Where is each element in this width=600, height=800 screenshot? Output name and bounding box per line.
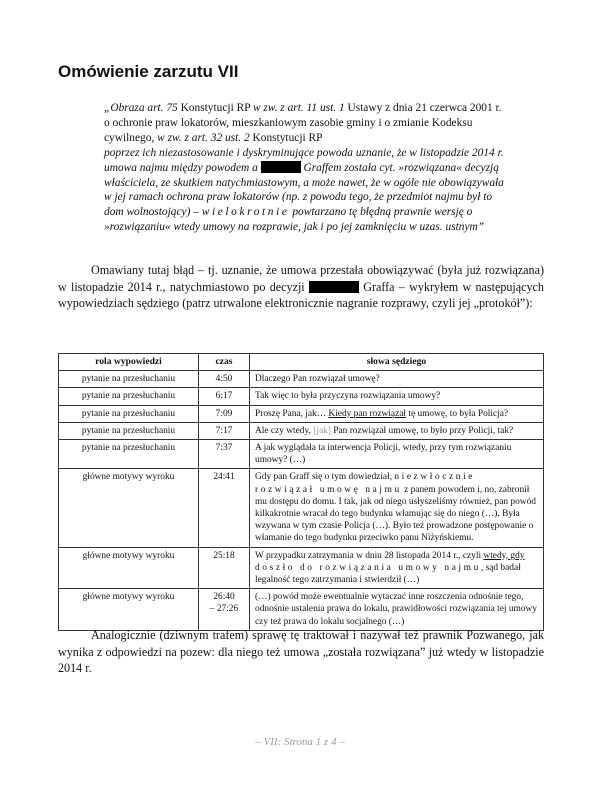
spaced-phrase: doszło do rozwiązania umowy najmu [255, 562, 481, 573]
quote-part: poprzez ich niezastosowanie i dyskryminujące powoda uznanie, że w listopadzie 2014 r. umowa najmu między powodem a [104, 146, 504, 174]
table-row [59, 388, 544, 405]
cell-text: (…) powód może ewentualnie wytaczać inne roszczenia odnośnie tego, odnośnie ustalenia prawa do lokalu, prawidłowości rozwiązania tej umowy czy też prawa do lokalu socjalnego (…) [250, 589, 544, 631]
cell-text-part: Ale czy wtedy, [255, 425, 314, 436]
cell-time: 7:37 [199, 440, 250, 469]
cell-text: A jak wyglądała ta interwencja Policji, wtedy, przy tym rozwiązaniu umowy? (…) [250, 440, 544, 469]
quote-part: w zw. z art. 32 ust. 2 [157, 131, 250, 144]
cell-time: 24:41 [199, 469, 250, 547]
redaction-block [261, 161, 301, 173]
cell-text-part: Proszę Pana, jak… [255, 408, 329, 419]
grey-insertion: [jak] [313, 425, 331, 436]
cell-text-part: z panem powodem i, no, zabronił mu dostępu do domu. I tak, jak od niego usłyszeliśmy również, pan powód kilkakrotnie wracał do tego budynku włamując się do niego (…). Była wzywana w tym czasie Policja (…). Było też prowadzone postępowanie o włamanie do tego budynku przeciwko panu Niżyńskiemu. [255, 484, 536, 544]
paragraph-text: Analogicznie (dziwnym trafem) sprawę tę traktował i nazywał też prawnik Pozwanego, jak wynika z odpowiedzi na pozew: dla niego też umowa „została rozwiązana” już wtedy w listopadzie 2014 r. [58, 628, 544, 676]
cell-text [250, 405, 544, 422]
cell-role: główne motywy wyroku [59, 547, 199, 589]
cell-time: 7:17 [199, 422, 250, 439]
quote-emphasis: wielokrotnie [201, 206, 290, 219]
paragraph-text: Graffa – wykryłem w następujących wypowiedziach sędziego (patrz utrwalone elektronicznie nagranie rozprawy, czyli jej „protokół”): [58, 279, 544, 311]
table-header-row [59, 354, 544, 371]
quoted-objection [104, 101, 504, 235]
underlined-phrase: Kiedy pan rozwiązał [328, 408, 406, 419]
page-footer: – VII: Strona 1 z 4 – [255, 736, 345, 748]
cell-text: Dlaczego Pan rozwiązał umowę? [250, 371, 544, 388]
table-row [59, 589, 544, 631]
cell-text-part: W przypadku zatrzymania w dniu 28 listopada 2014 r., czyli [255, 550, 484, 561]
cell-text: Tak więc to była przyczyna rozwiązania umowy? [250, 388, 544, 405]
quote-part: Obraza art. 75 [110, 102, 178, 114]
paragraph-text: Omawiany tutaj błąd – tj. uznanie, że umowa przestała obowiązywać (była już rozwiązana) w listopadzie 2014 r., natychmiastowo po decyzji [58, 263, 544, 294]
cell-role: pytanie na przesłuchaniu [59, 388, 199, 405]
cell-time: 7:09 [199, 405, 250, 422]
table-row [59, 371, 544, 388]
table-row [59, 405, 544, 422]
cell-text-part: , sąd badał legalność tego zatrzymania i stwierdził (…) [255, 562, 521, 586]
cell-role: pytanie na przesłuchaniu [59, 422, 199, 439]
cell-text-part: Pan rozwiązał umowę, to było przy Policji, tak? [330, 425, 514, 436]
redaction-block [309, 281, 359, 293]
quote-part: w zw. z art. 11 ust. 1 [252, 102, 345, 114]
table-row [59, 469, 544, 547]
column-header: słowa sędziego [250, 354, 544, 371]
column-header: czas [199, 354, 250, 371]
table-row [59, 422, 544, 439]
cell-role: główne motywy wyroku [59, 469, 199, 547]
quote-part: Konstytucji RP [249, 131, 323, 144]
paragraph-intro [58, 262, 544, 312]
paragraph-conclusion [58, 627, 544, 677]
cell-time: 25:18 [199, 547, 250, 589]
cell-text [250, 422, 544, 439]
cell-text [250, 547, 544, 589]
cell-text-part: Gdy pan Graff się o tym dowiedział, [255, 472, 395, 483]
cell-time: 4:50 [199, 371, 250, 388]
underlined-phrase: wtedy, gdy [483, 550, 525, 561]
cell-time: 6:17 [199, 388, 250, 405]
cell-role: pytanie na przesłuchaniu [59, 440, 199, 469]
table-row [59, 440, 544, 469]
table-row [59, 547, 544, 589]
quote-part: Ustawy z dnia 21 czerwca 2001 r. o ochronie praw lokatorów, mieszkaniowym zasobie gminy i o zmianie Kodeksu cywilnego, [104, 102, 502, 144]
cell-role: pytanie na przesłuchaniu [59, 371, 199, 388]
column-header: rola wypowiedzi [59, 354, 199, 371]
quote-open-mark: „ [104, 102, 111, 114]
cell-role: główne motywy wyroku [59, 589, 199, 631]
judge-statements-table [58, 353, 544, 631]
quote-part: Graffem została cyt. »rozwiązana« decyzją właściciela, ze skutkiem natychmiastowym, a może nawet, że w ogóle nie obowiązywała w jej ramach ochrona praw lokatorów (np. z powodu tego, że przedmiot najmu był to dom wolnostojący) – [104, 161, 504, 219]
spaced-phrase: niezwłocznie rozwiązał umowę najmu [255, 472, 476, 495]
cell-text-part: tę umowę, to była Policja? [406, 408, 509, 419]
cell-time: 26:40 – 27:26 [199, 589, 250, 631]
cell-text [250, 469, 544, 547]
quote-part: powtarzano tę błędną prawnie wersję o »rozwiązaniu« wtedy umowy na rozprawie, jak i po jej zamknięciu w uzas. ustnym” [104, 206, 485, 234]
page-title: Omówienie zarzutu VII [58, 62, 239, 81]
quote-part: Konstytucji RP [177, 102, 253, 114]
cell-role: pytanie na przesłuchaniu [59, 405, 199, 422]
